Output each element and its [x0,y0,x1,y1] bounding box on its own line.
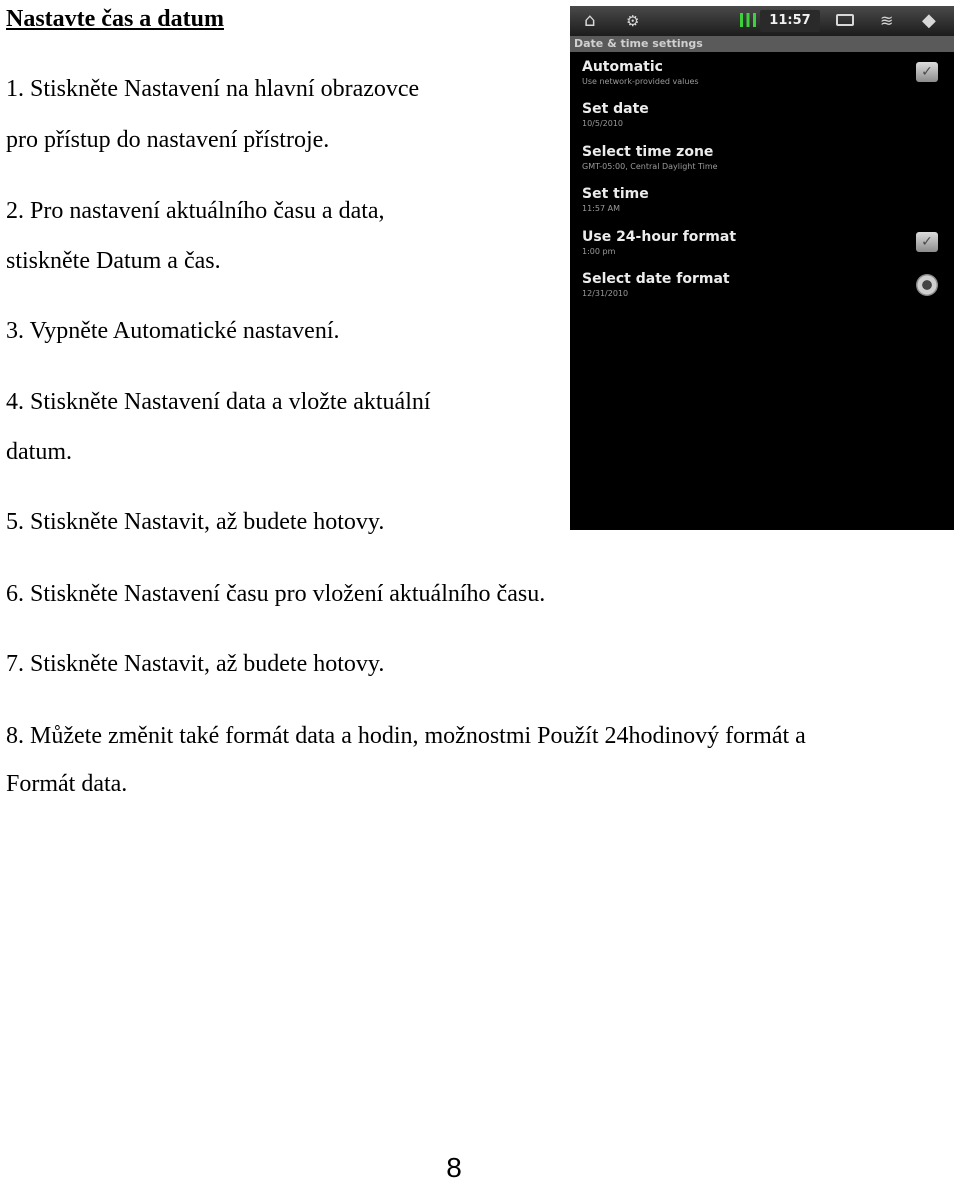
back-icon: ◆ [922,10,936,31]
step-2-line-1: 2. Pro nastavení aktuálního času a data, [6,198,385,224]
step-1-line-1: 1. Stiskněte Nastavení na hlavní obrazovce [6,76,420,102]
setting-24-hour[interactable] [582,228,942,258]
setting-set-date[interactable] [582,100,942,130]
setting-set-time[interactable] [582,185,942,215]
setting-title: Set date [582,101,649,117]
usb-debug-icon: ⚙ [626,12,640,30]
setting-automatic[interactable] [582,58,942,88]
step-8-line-1: 8. Můžete změnit také formát data a hodin, možnostmi Použít 24hodinový formát a [6,723,806,749]
settings-header: Date & time settings [570,36,954,52]
step-2-line-2: stiskněte Datum a čas. [6,248,221,274]
setting-time-zone[interactable] [582,143,942,173]
step-1-line-2: pro přístup do nastavení přístroje. [6,127,330,153]
setting-title: Automatic [582,59,663,75]
signal-icon [740,13,756,27]
device-screenshot [570,6,954,530]
setting-date-format[interactable] [582,270,942,300]
setting-title: Select date format [582,271,730,287]
battery-icon [836,14,854,26]
checkbox-icon[interactable]: ✓ [916,62,938,82]
checkbox-icon[interactable]: ✓ [916,232,938,252]
step-6-line-1: 6. Stiskněte Nastavení času pro vložení aktuálního času. [6,581,546,607]
page-title: Nastavte čas a datum [6,6,224,32]
radio-icon[interactable] [916,274,938,296]
step-7-line-1: 7. Stiskněte Nastavit, až budete hotovy. [6,651,385,677]
setting-summary: 1:00 pm [582,247,616,256]
step-4-line-2: datum. [6,439,72,465]
setting-summary: 11:57 AM [582,204,620,213]
status-bar [570,6,954,36]
setting-title: Use 24-hour format [582,229,737,245]
home-icon: ⌂ [584,10,596,31]
page-number: 8 [446,1152,462,1183]
setting-summary: GMT-05:00, Central Daylight Time [582,162,718,171]
setting-summary: Use network-provided values [582,77,699,86]
setting-title: Set time [582,186,649,202]
step-8-line-2: Formát data. [6,771,128,797]
wifi-icon: ≋ [880,11,894,30]
step-5-line-1: 5. Stiskněte Nastavit, až budete hotovy. [6,509,385,535]
setting-summary: 12/31/2010 [582,289,629,298]
setting-title: Select time zone [582,144,714,160]
step-3-line-1: 3. Vypněte Automatické nastavení. [6,318,340,344]
step-4-line-1: 4. Stiskněte Nastavení data a vložte aktuální [6,389,431,415]
status-time: 11:57 [760,10,820,32]
setting-summary: 10/5/2010 [582,119,624,128]
